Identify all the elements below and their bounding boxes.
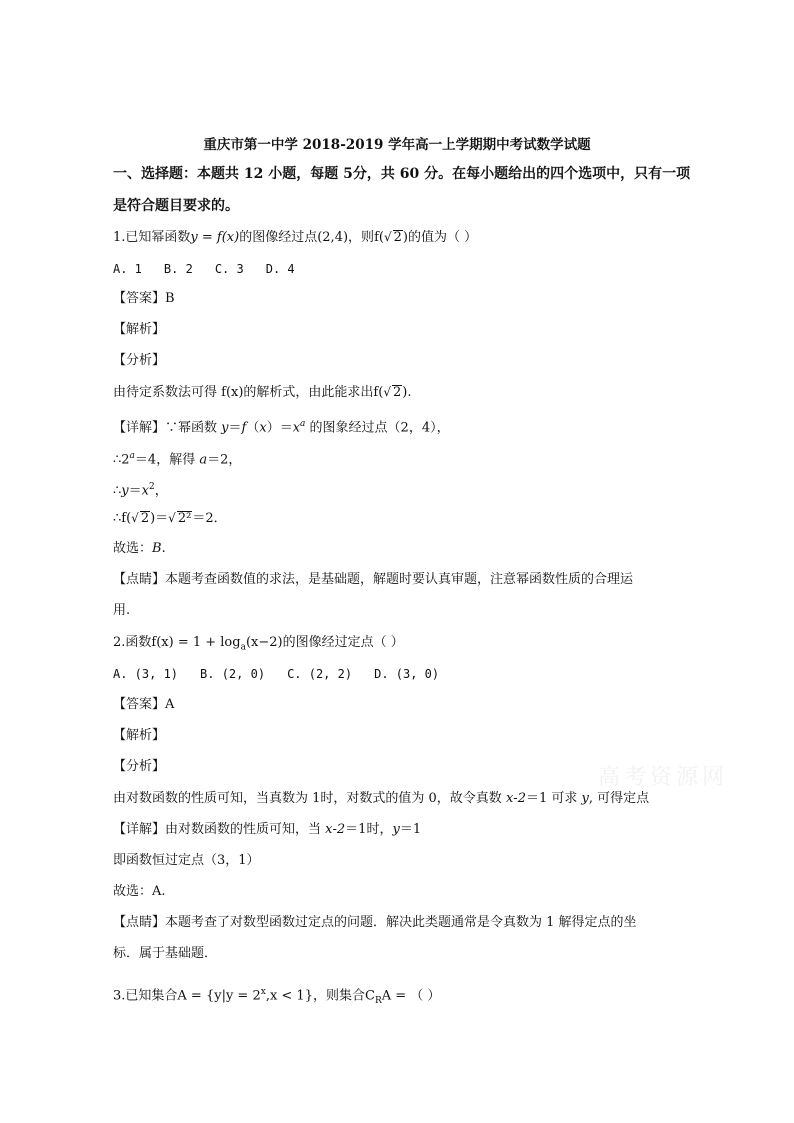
q2-fixed-point: 即函数恒过定点（3，1） [113,853,260,868]
q1-fenxi: 【分析】 [113,353,166,368]
q1-option-b: B. 2 [163,262,193,276]
q1-option-a: A. 1 [113,262,142,276]
q3-stem: 3.已知集合$A = \{y|y = 2^x,x < 1\}$，则集合$C_RA$ = （ ） [113,987,441,1006]
q2-option-b: B. (2, 0) [200,667,266,681]
section-heading-line2: 是符合题目要求的。 [113,198,239,214]
q2-fenxi: 【分析】 [113,759,166,774]
q2-options [113,665,713,684]
q1-choose: 故选：B. [113,541,166,556]
q2-answer: 【答案】A [113,697,175,712]
watermark: 高考资源网 [598,765,729,790]
q2-fenxi-text: 由对数函数的性质可知，当真数为 1时，对数式的值为 0，故令真数 x-2＝1 可求 y, 可得定点 [113,791,650,806]
q1-step1: $\therefore 2^a=4$，解得 a＝2， [113,451,242,468]
q2-stem: 2.函数$f(x) = 1 + \log_a(x-2)$的图像经过定点（ ） [113,635,404,653]
q1-step2: $\therefore y=x^2$， [113,482,168,499]
q1-stem: 1.已知幂函数y = f(x)的图像经过点(2,4)，则f(√ 2)的值为（ ） [113,230,478,245]
q2-option-a: A. (3, 1) [113,667,179,681]
q2-choose: 故选：A. [113,884,166,899]
q1-option-d: D. 4 [265,262,295,276]
q1-answer: 【答案】B [113,291,175,306]
page-title: 重庆市第一中学 2018-2019 学年高一上学期期中考试数学试题 [203,137,591,153]
q1-detail: 【详解】∵幂函数 $y=f(x)=x^a$ 的图象经过点（2，4）， [113,419,450,436]
q2-dianjing-line2: 标．属于基础题． [113,946,218,961]
q1-analysis: 【解析】 [113,322,166,337]
q1-option-c: C. 3 [214,262,244,276]
q2-analysis: 【解析】 [113,728,166,743]
q2-detail: 【详解】由对数函数的性质可知，当 x-2＝1时，y＝1 [113,822,422,837]
q1-fenxi-text: 由待定系数法可得 f(x)的解析式，由此能求出f(√ 2). [113,385,412,400]
q2-dianjing-line1: 【点睛】本题考查了对数型函数过定点的问题．解决此类题通常是令真数为 1 解得定点的坐 [113,915,637,930]
q2-option-d: D. (3, 0) [374,667,440,681]
q2-option-c: C. (2, 2) [287,667,353,681]
q1-step3: ∴f(√ 2)＝√ 2²＝2． [113,511,227,526]
q1-dianjing-line1: 【点睛】本题考查函数值的求法，是基础题，解题时要认真审题，注意幂函数性质的合理运 [113,572,634,587]
q1-options [113,260,713,279]
q1-dianjing-line2: 用. [113,603,131,618]
section-heading-line1: 一、选择题：本题共 12 小题，每题 5分，共 60 分。在每小题给出的四个选项中，只有一项 [113,166,691,182]
